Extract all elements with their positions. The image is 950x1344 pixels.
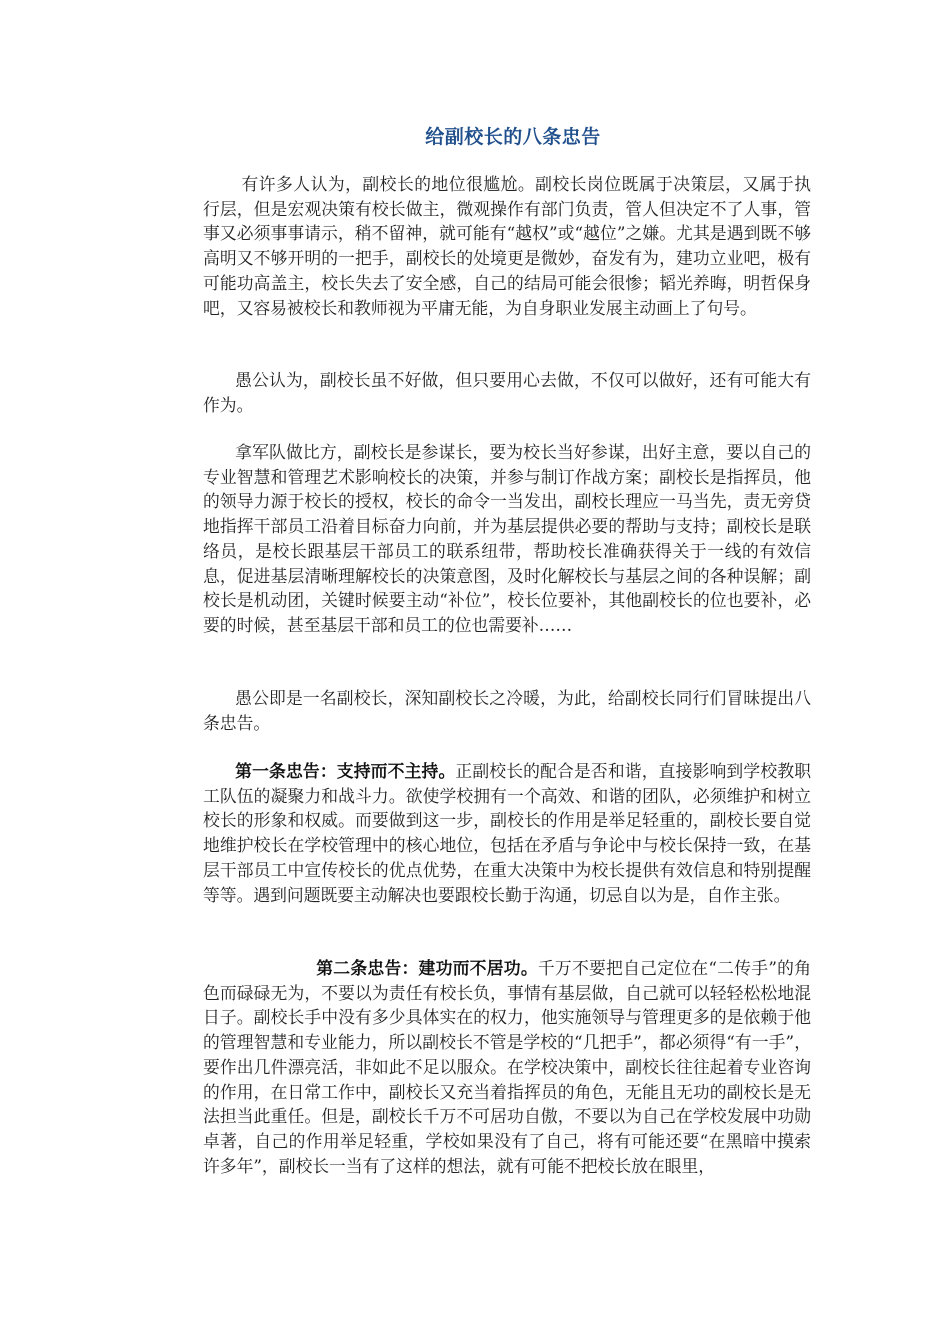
paragraph-text: 正副校长的配合是否和谐，直接影响到学校教职工队伍的凝聚力和战斗力。欲使学校拥有一个高效、和谐的团队，必须维护和树立校长的形象和权威。而要做到这一步，副校长的作用是举足轻重的，副校长要自觉地维护校长在学校管理中的核心地位，包括在矛盾与争论中与校长保持一致，在基层干部员工中宣传校长的优点优势，在重大决策中为校长提供有效信息和特别提醒等等。遇到问题既要主动解决也要跟校长勤于沟通，切忌自以为是，自作主张。 (203, 761, 811, 905)
document-title: 给副校长的八条忠告 (425, 126, 601, 148)
paragraph-opinion (203, 368, 811, 417)
paragraph-preface (203, 686, 811, 735)
advice-heading: 第二条忠告：建功而不居功。 (316, 958, 538, 978)
paragraph-advice-1 (203, 759, 811, 907)
paragraph-analogy (203, 440, 811, 638)
paragraph-text: 愚公即是一名副校长，深知副校长之冷暖，为此，给副校长同行们冒昧提出八条忠告。 (203, 688, 811, 733)
paragraph-text: 愚公认为，副校长虽不好做，但只要用心去做，不仅可以做好，还有可能大有作为。 (203, 370, 811, 415)
advice-heading: 第一条忠告：支持而不主持。 (235, 761, 456, 781)
paragraph-text: 有许多人认为，副校长的地位很尴尬。副校长岗位既属于决策层，又属于执行层，但是宏观决策有校长做主，微观操作有部门负责，管人但决定不了人事，管事又必须事事请示，稍不留神，就可能有“越权”或“越位”之嫌。尤其是遇到既不够高明又不够开明的一把手，副校长的处境更是微妙，奋发有为，建功立业吧，极有可能功高盖主，校长失去了安全感，自己的结局可能会很惨；韬光养晦，明哲保身吧，又容易被校长和教师视为平庸无能，为自身职业发展主动画上了句号。 (203, 174, 811, 318)
paragraph-text: 千万不要把自己定位在“二传手”的角色而碌碌无为，不要以为责任有校长负，事情有基层做，自己就可以轻轻松松地混日子。副校长手中没有多少具体实在的权力，他实施领导与管理更多的是依赖于他的管理智慧和专业能力，所以副校长不管是学校的“几把手”，都必须得“有一手”，要作出几件漂亮活，非如此不足以服众。在学校决策中，副校长往往起着专业咨询的作用，在日常工作中，副校长又充当着指挥员的角色，无能且无功的副校长是无法担当此重任。但是，副校长千万不可居功自傲，不要以为自己在学校发展中功勋卓著，自己的作用举足轻重，学校如果没有了自己，将有可能还要“在黑暗中摸索许多年”，副校长一当有了这样的想法，就有可能不把校长放在眼里， (203, 958, 811, 1176)
paragraph-advice-2 (203, 956, 811, 1178)
paragraph-text: 拿军队做比方，副校长是参谋长，要为校长当好参谋，出好主意，要以自己的专业智慧和管理艺术影响校长的决策，并参与制订作战方案；副校长是指挥员，他的领导力源于校长的授权，校长的命令一当发出，副校长理应一马当先，责无旁贷地指挥干部员工沿着目标奋力向前，并为基层提供必要的帮助与支持；副校长是联络员，是校长跟基层干部员工的联系纽带，帮助校长准确获得关于一线的有效信息，促进基层清晰理解校长的决策意图，及时化解校长与基层之间的各种误解；副校长是机动团，关键时候要主动“补位”，校长位要补，其他副校长的位也要补，必要的时候，甚至基层干部和员工的位也需要补…… (203, 442, 811, 635)
paragraph-intro (203, 172, 811, 320)
